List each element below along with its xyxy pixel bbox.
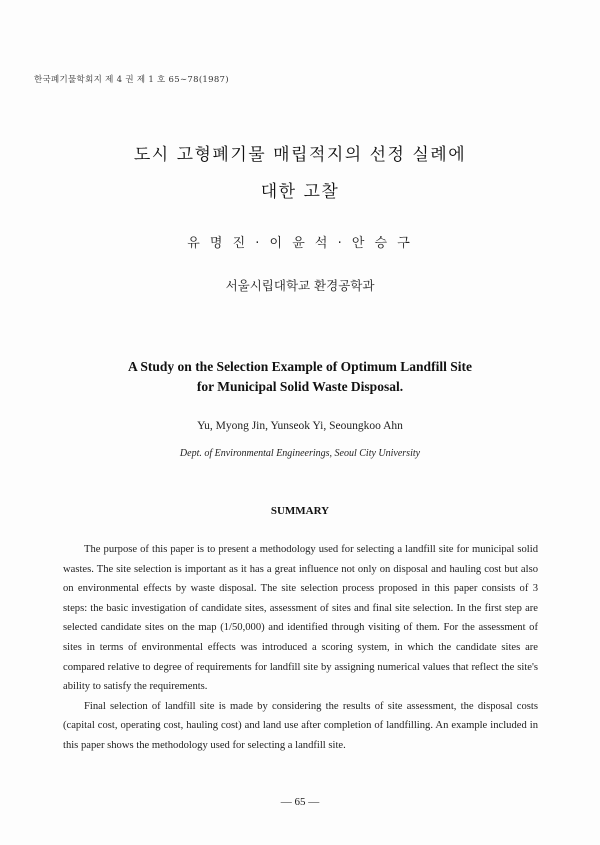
page-number: — 65 — — [280, 796, 320, 808]
summary-body — [63, 540, 538, 756]
english-title-line-2: for Municipal Solid Waste Disposal. — [196, 379, 404, 394]
english-title-line-1: A Study on the Selection Example of Optimum Landfill Site — [128, 359, 472, 374]
korean-affiliation: 서울시립대학교 환경공학과 — [225, 278, 375, 293]
summary-heading: SUMMARY — [270, 505, 330, 517]
korean-authors: 유 명 진 · 이 윤 석 · 안 승 구 — [187, 236, 413, 251]
summary-paragraph: The purpose of this paper is to present a methodology used for selecting a landfill site for municipal solid wastes. The site selection is important as it has a great influence not only on disposal and hauling cost but also on environmental effects by waste disposal. The site selection process proposed in this paper consists of 3 steps: the basic investigation of candidate sites, assessment of sites and final site selection. In the first step are selected candidate sites on the map (1/50,000) and identified through visiting of them. For the assessment of sites in terms of environmental effects was introduced a scoring system, in which the candidate sites are compared relative to degree of requirements for landfill site by assigning numerical values that reflect the site's ability to satisfy the requirements. — [63, 544, 538, 693]
journal-reference: 한국폐기물학회지 제 4 권 제 1 호 65∼78(1987) — [34, 75, 229, 85]
english-affiliation: Dept. of Environmental Engineerings, Seoul City University — [179, 448, 421, 459]
korean-title-line-1: 도시 고형폐기물 매립적지의 선정 실례에 — [133, 145, 467, 165]
summary-paragraph: Final selection of landfill site is made by considering the results of site assessment, the disposal costs (capital cost, operating cost, hauling cost) and land use after completion of landfilling. An example included in this paper shows the methodology used for selecting a landfill site. — [63, 700, 538, 751]
korean-title-line-2: 대한 고찰 — [260, 182, 340, 202]
english-authors: Yu, Myong Jin, Yunseok Yi, Seoungkoo Ahn — [197, 420, 403, 432]
